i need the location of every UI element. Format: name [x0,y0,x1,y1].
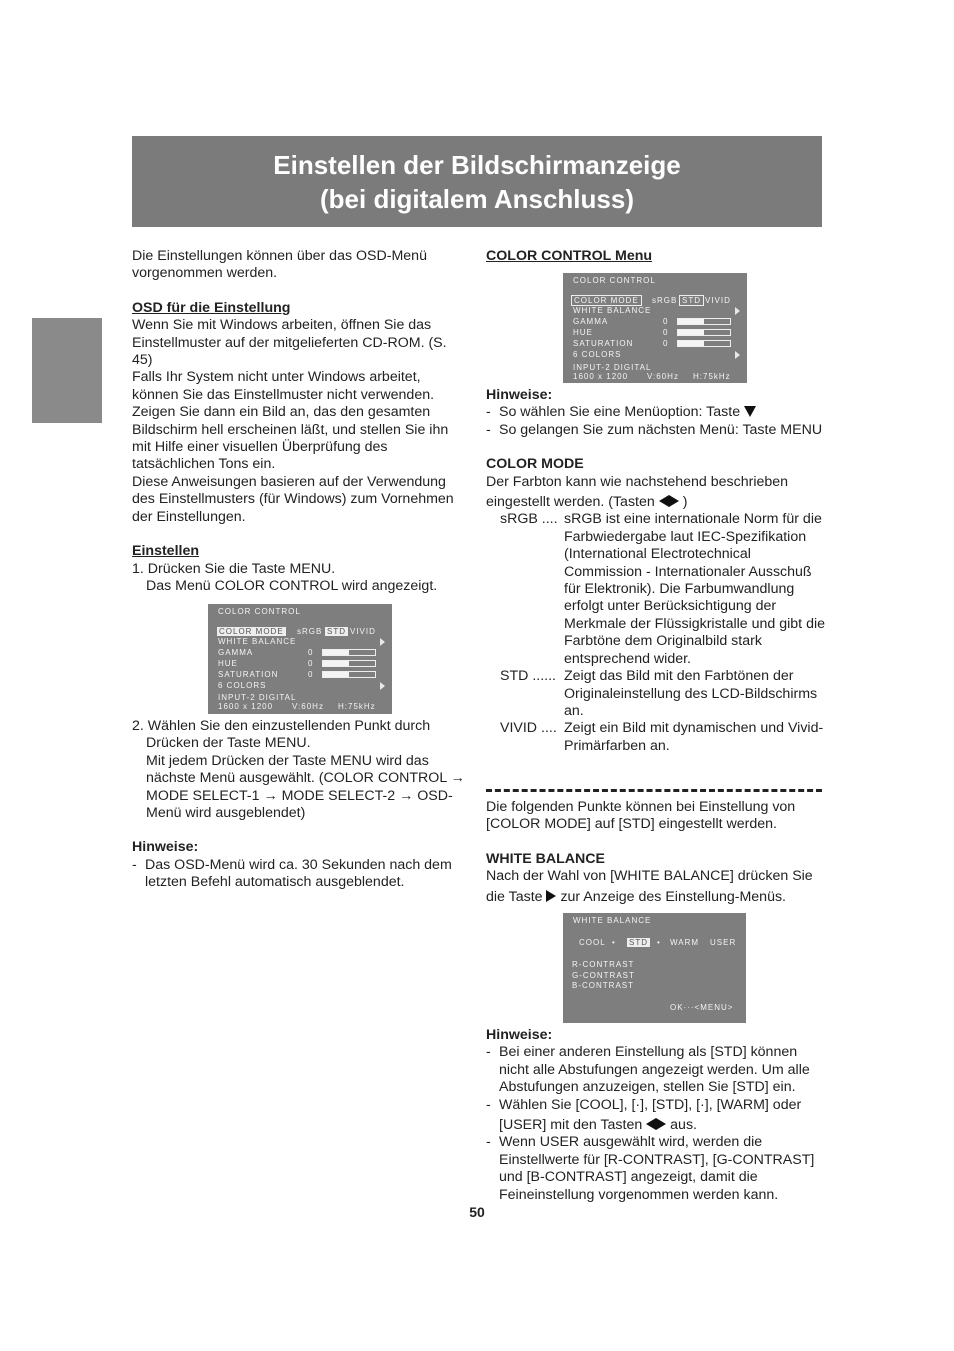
vivid-definition [486,720,826,755]
osd-color-mode: COLOR MODE [571,295,642,306]
std-term: STD ...... [500,668,556,685]
right-column-top [486,248,826,265]
osd-input: INPUT-2 DIGITAL [218,693,297,702]
osd-wb-g: G-CONTRAST [572,971,635,980]
osd-six-colors: 6 COLORS [573,350,622,359]
color-control-note-2: - So gelangen Sie zum nächsten Menü: Taste MENU [486,422,826,439]
osd-hue-bar [677,329,731,336]
arrow-left-icon [646,1118,656,1130]
osd-wb-dot-1: • [612,938,616,947]
osd-wb-cool: COOL [579,938,606,947]
osd-gamma: GAMMA [573,317,609,326]
hinweise-heading-wb: Hinweise: [486,1027,553,1043]
osd-gamma-value: 0 [308,648,314,657]
osd-white-balance-menu [563,913,746,1023]
osd-hfreq: H:75kHz [338,702,376,711]
color-mode-intro-1: Der Farbton kann wie nachstehend beschrieben [486,473,789,490]
osd-title: COLOR CONTROL [218,607,301,616]
osd-opt-vivid: VIVID [705,296,731,305]
color-control-menu-heading: COLOR CONTROL Menu [486,248,653,264]
osd-saturation: SATURATION [218,670,279,679]
arrow-down-icon [744,406,756,417]
color-mode-intro-2 [486,494,826,511]
osd-resolution: 1600 x 1200 [573,372,629,381]
osd-opt-vivid: VIVID [350,627,376,636]
osd-paragraph-2: Falls Ihr System nicht unter Windows arbeitet, können Sie das Einstellmuster nicht verwenden. Zeigen Sie dann ein Bild an, das den gesamten Bildschirm hell erscheinen läßt, und stellen Sie ihn mit Hilfe einer visuellen Überprüfung des tatsächlichen Tons ein. [132,369,449,473]
osd-opt-std: STD [679,295,704,306]
srgb-description: sRGB ist eine internationale Norm für die Farbwiedergabe laut IEC-Spezifikation (International Electrotechnical Commission - Internationaler Ausschuß für Elektronik). Die Farbumwandlung erfolgt unter Berücksichtigung der Merkmale der Flüssigkristalle und gibt die Farbtöne dem Originalbild stark entsprechend wider. [564,511,826,667]
color-mode-intro-2-end: ) [682,494,688,511]
vivid-description: Zeigt ein Bild mit dynamischen und Vivid-Primärfarben an. [564,720,824,754]
step-2-line-1: Drücken der Taste MENU. [146,735,311,752]
page-title-line-1: Einstellen der Bildschirmanzeige [273,149,681,180]
osd-vfreq: V:60Hz [292,702,324,711]
osd-hfreq: H:75kHz [693,372,731,381]
hinweise-heading-right: Hinweise: [486,387,553,403]
osd-hue-bar [322,660,376,667]
osd-wb-std: STD [629,938,648,947]
page-number: 50 [469,1204,485,1220]
srgb-definition [486,511,826,668]
osd-gamma-bar [677,318,731,325]
arrow-right-icon [656,1118,666,1130]
osd-six-colors: 6 COLORS [218,681,267,690]
osd-paragraph-3: Diese Anweisungen basieren auf der Verwendung des Einstellmusters (für Windows) zum Vornehmen der Einstellungen. [132,473,454,525]
language-side-tab [32,318,102,423]
arrow-right-icon [669,495,679,507]
hinweise-heading-left: Hinweise: [132,839,199,856]
osd-wb-ok: OK···<MENU> [670,1003,734,1012]
hinweise-left-item: - Das OSD-Menü wird ca. 30 Sekunden nach dem letzten Befehl automatisch ausgeblendet. [132,857,468,892]
std-definition [486,668,826,720]
step-1: 1. Drücken Sie die Taste MENU. [132,560,336,577]
white-balance-intro-2b: zur Anzeige des Einstellung-Menüs. [560,888,786,905]
osd-wb-dot-2: • [657,938,661,947]
color-control-note-1 [486,404,826,421]
right-column-bottom [486,1027,826,1204]
osd-wb-title: WHITE BALANCE [573,916,652,925]
page-title-line-2: (bei digitalem Anschluss) [320,183,634,214]
std-intro: Die folgenden Punkte können bei Einstellung von [COLOR MODE] auf [STD] eingestellt werden. [486,799,796,833]
right-column-middle [486,387,826,755]
color-mode-intro-2-text: eingestellt werden. (Tasten [486,494,655,511]
white-balance-note-1: - Bei einer anderen Einstellung als [STD] können nicht alle Abstufungen angezeigt werden. Um alle Abstufungen anzuzeigen, stellen Sie [STD] ein. [486,1044,826,1096]
chevron-right-icon [380,638,385,646]
osd-wb-b: B-CONTRAST [572,981,634,990]
osd-saturation-value: 0 [308,670,314,679]
osd-wb-user: USER [710,938,737,947]
section-divider [486,789,822,792]
osd-hue-value: 0 [308,659,314,668]
einstellen-heading: Einstellen [132,543,200,560]
white-balance-heading: WHITE BALANCE [486,850,606,867]
intro-text: Die Einstellungen können über das OSD-Menü vorgenommen werden. [132,248,427,282]
white-balance-note-2c: aus. [670,1117,697,1134]
osd-heading: OSD für die Einstellung [132,299,291,316]
osd-paragraph-1: Wenn Sie mit Windows arbeiten, öffnen Sie das Einstellmuster auf der mitgelieferten CD-ROM. (S. 45) [132,317,447,369]
osd-hue: HUE [218,659,238,668]
osd-wb-warm: WARM [670,938,700,947]
osd-gamma-value: 0 [663,317,669,326]
osd-saturation: SATURATION [573,339,634,348]
color-mode-heading: COLOR MODE [486,456,584,473]
osd-title: COLOR CONTROL [573,276,656,285]
white-balance-note-2a: - Wählen Sie [COOL], [·], [STD], [·], [WARM] oder [486,1097,826,1114]
step-2-line-2: Mit jedem Drücken der Taste MENU wird das nächste Menü ausgewählt. (COLOR CONTROL → MODE SELECT-1 → MODE SELECT-2 → OSD-Menü wird ausgeblendet) [146,752,465,822]
white-balance-intro-2a: die Taste [486,888,543,905]
osd-color-mode: COLOR MODE [219,627,284,636]
osd-gamma: GAMMA [218,648,254,657]
osd-color-control-left [208,604,392,714]
white-balance-intro-1: Nach der Wahl von [WHITE BALANCE] drücken Sie [486,868,813,885]
osd-hue-value: 0 [663,328,669,337]
white-balance-intro-2 [486,889,826,906]
osd-vfreq: V:60Hz [647,372,679,381]
white-balance-note-2b-text: [USER] mit den Tasten [499,1117,643,1134]
osd-saturation-bar [322,671,376,678]
chevron-right-icon [735,351,740,359]
chevron-right-icon [380,682,385,690]
srgb-term: sRGB .... [500,511,558,528]
osd-opt-srgb: sRGB [652,296,678,305]
right-column-lower [486,799,826,906]
chevron-right-icon [735,307,740,315]
left-column-lower [132,718,468,892]
arrow-right-icon [546,890,556,902]
osd-hue: HUE [573,328,593,337]
osd-saturation-bar [677,340,731,347]
osd-resolution: 1600 x 1200 [218,702,274,711]
left-column [132,248,468,595]
osd-gamma-bar [322,649,376,656]
step-1-detail: Das Menü COLOR CONTROL wird angezeigt. [146,577,438,594]
white-balance-note-2b [486,1117,826,1134]
osd-white-balance: WHITE BALANCE [218,637,297,646]
osd-white-balance: WHITE BALANCE [573,306,652,315]
osd-saturation-value: 0 [663,339,669,348]
white-balance-note-3: - Wenn USER ausgewählt wird, werden die Einstellwerte für [R-CONTRAST], [G-CONTRAST] und [B-CONTRAST] angezeigt, damit die Feineinstellung vorgenommen werden kann. [486,1134,826,1204]
osd-wb-r: R-CONTRAST [572,960,635,969]
page-title-banner [132,136,822,227]
osd-input: INPUT-2 DIGITAL [573,363,652,372]
osd-opt-std: STD [327,627,346,636]
step-2: 2. Wählen Sie den einzustellenden Punkt durch [132,718,431,734]
vivid-term: VIVID .... [500,720,557,737]
color-control-note-1-text: So wählen Sie eine Menüoption: Taste [499,404,741,421]
std-description: Zeigt das Bild mit den Farbtönen der Originaleinstellung des LCD-Bildschirms an. [564,668,818,719]
osd-opt-srgb: sRGB [297,627,323,636]
arrow-left-icon [659,495,669,507]
osd-color-control-right [563,273,747,383]
